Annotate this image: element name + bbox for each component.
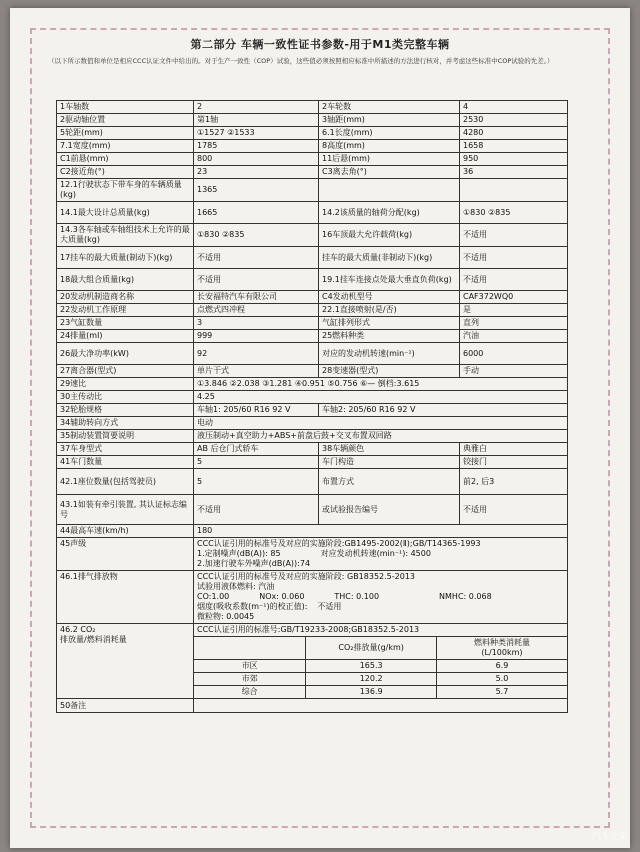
table-row <box>57 365 568 378</box>
row-value: 单片干式 <box>194 365 319 378</box>
co2-row <box>57 624 568 699</box>
row-label: 17挂车的最大质量(制动下)(kg) <box>57 247 194 269</box>
co2-value: 136.9 <box>306 686 437 699</box>
exhaust-standard: CCC认证引用的标准号及对应的实施阶段: GB18352.5-2013 <box>197 572 416 581</box>
table-row: 32轮胎规格 车轴1: 205/60 R16 92 V 车轴2: 205/60 R16 92 V <box>57 404 568 417</box>
row-label: 8高度(mm) <box>319 140 460 153</box>
row-value: 1785 <box>194 140 319 153</box>
row-label: C2接近角(°) <box>57 166 194 179</box>
table-row <box>57 304 568 317</box>
row-value: 1658 <box>460 140 568 153</box>
co2-value: 120.2 <box>306 673 437 686</box>
page-title: 第二部分 车辆一致性证书参数-用于M1类完整车辆 <box>190 38 450 51</box>
row-value <box>460 179 568 202</box>
cycle-label: 综合 <box>194 686 306 699</box>
row-label: 16车顶最大允许载荷(kg) <box>319 224 460 247</box>
row-label: 18最大组合质量(kg) <box>57 269 194 291</box>
row-label: 25燃料种类 <box>319 330 460 343</box>
row-label: 26最大净功率(kW) <box>57 343 194 365</box>
row-value: 不适用 <box>194 269 319 291</box>
table-row: 29速比 ①3.846 ②2.038 ③1.281 ④0.951 ⑤0.756 ⑥— 倒档:3.615 <box>57 378 568 391</box>
table-row <box>57 269 568 291</box>
exhaust-thc: THC: 0.100 <box>334 592 380 601</box>
row-value: 不适用 <box>460 247 568 269</box>
row-label: 2驱动轴位置 <box>57 114 194 127</box>
row-label: 气缸排列形式 <box>319 317 460 330</box>
noise-stationary: 1.定制噪声(dB(A)): 85 <box>197 549 281 558</box>
row-value: 3 <box>194 317 319 330</box>
row-value: 长安福特汽车有限公司 <box>194 291 319 304</box>
row-value: 1365 <box>194 179 319 202</box>
table-row <box>57 101 568 114</box>
row-label: 12.1行驶状态下带车身的车辆质量(kg) <box>57 179 194 202</box>
table-row <box>57 153 568 166</box>
noise-drive-by: 2.加速行驶车外噪声(dB(A)):74 <box>197 559 311 568</box>
cycle-label: 市郊 <box>194 673 306 686</box>
row-value: 不适用 <box>460 224 568 247</box>
row-value: 23 <box>194 166 319 179</box>
row-value: 950 <box>460 153 568 166</box>
table-row: 43.1如装有牵引装置, 其认证标志编号 不适用 或试验报告编号 不适用 <box>57 495 568 525</box>
row-value: 汽油 <box>460 330 568 343</box>
row-value: 2530 <box>460 114 568 127</box>
row-label: C4发动机型号 <box>319 291 460 304</box>
table-row <box>57 179 568 202</box>
exhaust-co: CO:1.00 <box>197 592 230 601</box>
exhaust-nox: NOx: 0.060 <box>259 592 305 601</box>
row-value: 点燃式四冲程 <box>194 304 319 317</box>
row-label: 14.1最大设计总质量(kg) <box>57 202 194 224</box>
row-value: 36 <box>460 166 568 179</box>
exhaust-particulates: 微粒物: 0.0045 <box>197 612 255 621</box>
row-value: 4280 <box>460 127 568 140</box>
row-value: 第1轴 <box>194 114 319 127</box>
exhaust-fuel: 试验用液体燃料: 汽油 <box>197 582 275 591</box>
row-label: 对应的发动机转速(min⁻¹) <box>319 343 460 365</box>
row-label: C3离去角(°) <box>319 166 460 179</box>
row-label: 5轮距(mm) <box>57 127 194 140</box>
co2-value: 165.3 <box>306 660 437 673</box>
co2-data-row <box>194 686 567 699</box>
noise-row: 45声级 CCC认证引用的标准号及对应的实施阶段:GB1495-2002(Ⅱ);GB/T14365-1993 1.定制噪声(dB(A)): 85 对应发动机转速(min⁻¹): 4500 2.加速行驶车外噪声(dB(A)):74 <box>57 538 568 571</box>
exhaust-nmhc: NMHC: 0.068 <box>439 592 492 601</box>
co2-data-row <box>194 673 567 686</box>
fuel-unit: (L/100km) <box>481 648 523 657</box>
exhaust-smoke-value: 不适用 <box>317 602 342 611</box>
row-value: 999 <box>194 330 319 343</box>
table-row <box>57 114 568 127</box>
fuel-value: 5.7 <box>436 686 567 699</box>
row-label: 22发动机工作原理 <box>57 304 194 317</box>
table-row <box>57 247 568 269</box>
fuel-value: 5.0 <box>436 673 567 686</box>
table-row: 37车身型式 AB 后仓门式轿车 38车辆颜色 典雅白 <box>57 443 568 456</box>
row-label: 27离合器(型式) <box>57 365 194 378</box>
row-value: 1665 <box>194 202 319 224</box>
exhaust-smoke: 烟度(吸收系数(m⁻¹)的校正值): <box>197 602 308 611</box>
row-label: 20发动机制造商名称 <box>57 291 194 304</box>
co2-standard: CCC认证引用的标准号:GB/T19233-2008;GB18352.5-2013 <box>194 624 567 637</box>
row-value: 800 <box>194 153 319 166</box>
table-row <box>57 140 568 153</box>
co2-header: CO₂排放量(g/km) <box>306 637 437 660</box>
table-row: 44最高车速(km/h) 180 <box>57 525 568 538</box>
noise-standard: CCC认证引用的标准号及对应的实施阶段:GB1495-2002(Ⅱ);GB/T14365-1993 <box>197 539 481 548</box>
table-row <box>57 202 568 224</box>
fuel-value: 6.9 <box>436 660 567 673</box>
certificate-page <box>10 8 630 848</box>
table-row <box>57 330 568 343</box>
co2-table <box>194 637 567 698</box>
row-label: 6.1长度(mm) <box>319 127 460 140</box>
table-row <box>57 166 568 179</box>
row-label: 7.1宽度(mm) <box>57 140 194 153</box>
row-value: 手动 <box>460 365 568 378</box>
row-label: 3轴距(mm) <box>319 114 460 127</box>
spec-table <box>56 100 568 713</box>
co2-label: 46.2 CO₂ <box>60 625 96 634</box>
noise-rpm: 对应发动机转速(min⁻¹): 4500 <box>320 549 431 558</box>
header-note: （以下所示数值和单位是相应CCC认证文件中给出的。对于生产一致性（COP）试验，这些值必须按照相应标准中所描述的方法进行核对，并考虑这些标准中COP试验的允差。） <box>48 57 554 65</box>
row-value: ①830 ②835 <box>460 202 568 224</box>
row-label: 1车轴数 <box>57 101 194 114</box>
table-row: 42.1座位数量(包括驾驶员) 5 布置方式 前2, 后3 <box>57 469 568 495</box>
row-value: 不适用 <box>460 269 568 291</box>
row-label: 24排量(ml) <box>57 330 194 343</box>
exhaust-row: 46.1排气排放物 CCC认证引用的标准号及对应的实施阶段: GB18352.5-2013 试验用液体燃料: 汽油 CO:1.00 NOx: 0.060 THC: 0.100 NMHC: 0.068 烟度(吸收系数(m⁻¹)的校正值): 不适用 微粒物: 0.0045 <box>57 571 568 624</box>
table-row: 34辅助转向方式 电动 <box>57 417 568 430</box>
row-label: 28变速器(型式) <box>319 365 460 378</box>
table-row <box>57 127 568 140</box>
table-row: 30主传动比 4.25 <box>57 391 568 404</box>
row-value: ①1527 ②1533 <box>194 127 319 140</box>
row-value: ①830 ②835 <box>194 224 319 247</box>
row-label: 22.1直接喷射(是/否) <box>319 304 460 317</box>
table-row: 35制动装置简要说明 液压制动+真空助力+ABS+前盘后鼓+交叉布置双回路 <box>57 430 568 443</box>
row-label: 2车轮数 <box>319 101 460 114</box>
table-row <box>57 291 568 304</box>
row-label: 19.1挂车连接点处最大垂直负荷(kg) <box>319 269 460 291</box>
table-row <box>57 224 568 247</box>
row-value: 92 <box>194 343 319 365</box>
row-label: 14.3各车轴或车轴组技术上允许的最大质量(kg) <box>57 224 194 247</box>
row-label: 14.2该质量的轴荷分配(kg) <box>319 202 460 224</box>
table-row <box>57 343 568 365</box>
row-label: C1前悬(mm) <box>57 153 194 166</box>
remarks-row: 50备注 <box>57 699 568 713</box>
row-label <box>319 179 460 202</box>
row-value: 是 <box>460 304 568 317</box>
fuel-header: 燃料种类消耗量 <box>473 638 530 647</box>
table-row <box>57 317 568 330</box>
row-label: 23气缸数量 <box>57 317 194 330</box>
co2-data-row <box>194 660 567 673</box>
row-value: 不适用 <box>194 247 319 269</box>
row-value: 2 <box>194 101 319 114</box>
watermark: 汽车之家 <box>591 832 628 842</box>
row-value: CAF372WQ0 <box>460 291 568 304</box>
cycle-label: 市区 <box>194 660 306 673</box>
row-value: 6000 <box>460 343 568 365</box>
row-value: 4 <box>460 101 568 114</box>
table-row: 41车门数量 5 车门构造 铰接门 <box>57 456 568 469</box>
co2-sublabel: 排放量/燃料消耗量 <box>60 635 127 644</box>
row-value: 直列 <box>460 317 568 330</box>
row-label: 11后悬(mm) <box>319 153 460 166</box>
row-label: 挂车的最大质量(非制动下)(kg) <box>319 247 460 269</box>
